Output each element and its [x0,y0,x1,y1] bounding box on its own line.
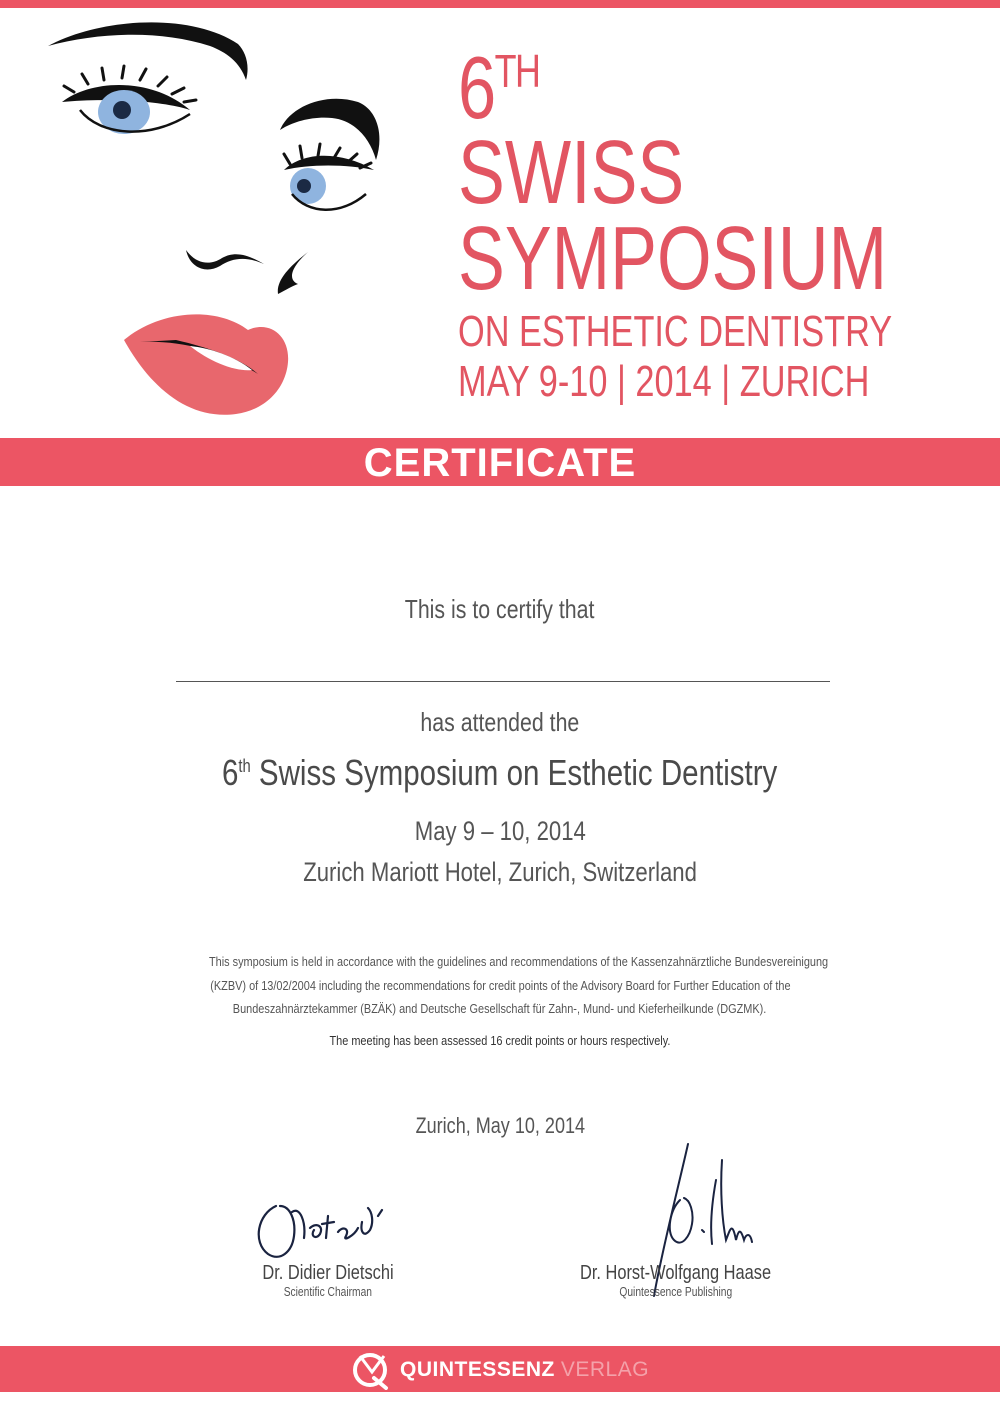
top-stripe [0,0,1000,8]
certify-text: This is to certify that [405,594,595,624]
fine-print [150,950,850,1052]
signatory-role-haase: Quintessence Publishing [619,1285,733,1299]
publisher-name: QUINTESSENZ [400,1358,555,1381]
certificate-title: CERTIFICATE [363,441,637,485]
left-eye-icon [62,66,196,134]
event-venue: Zurich Mariott Hotel, Zurich, Switzerland [303,857,697,887]
right-eyebrow-icon [280,99,379,160]
face-illustration-icon [40,10,440,430]
fine-print-line-3: Bundeszahnärztekammer (BZÄK) and Deutsche Gesellschaft für Zahn-, Mund- und Kieferheilkunde (DGZMK). [233,1001,767,1016]
headline-ordinal-suffix: TH [494,45,540,97]
symposium-headline [458,38,998,406]
publisher-suffix: VERLAG [560,1358,650,1381]
headline-symposium: SYMPOSIUM [458,209,888,309]
certificate-band [0,438,1000,486]
headline-ordinal: 6TH [458,38,540,137]
right-eye-icon [284,144,374,210]
nose-icon [186,250,264,269]
publisher-logo [350,1350,649,1390]
event-dates: May 9 – 10, 2014 [414,816,586,846]
signatory-role-dietschi: Scientific Chairman [283,1285,373,1299]
lips-icon [124,314,288,414]
event-ordinal: 6 [222,752,239,793]
event-name [100,752,900,794]
fine-print-line-2: (KZBV) of 13/02/2004 including the recommendations for credit points of the Advisory Board for Further Education of the [209,977,791,993]
attended-text: has attended the [420,707,580,737]
recipient-name-line [176,681,830,682]
event-title: Swiss Symposium on Esthetic Dentistry [259,752,778,793]
signatory-name-haase: Dr. Horst-Wolfgang Haase [580,1262,772,1284]
signatory-haase [516,1262,836,1299]
event-ordinal-suffix: th [238,756,252,776]
signature-dietschi [246,1192,426,1264]
signatory-dietschi [168,1262,488,1299]
fine-print-line-1: This symposium is held in accordance with the guidelines and recommendations of the Kassenzahnärztliche Bundesvereinigung [208,954,829,969]
issued-place-date: Zurich, May 10, 2014 [415,1113,585,1138]
bottom-margin [0,1392,1000,1424]
left-eyebrow-icon [48,22,248,80]
headline-subject: ON ESTHETIC DENTISTRY [458,307,893,356]
headline-swiss: SWISS [458,123,685,223]
headline-date-place: MAY 9-10 | 2014 | ZURICH [458,357,870,406]
quintessenz-q-logo-icon [350,1350,394,1390]
credit-points-text: The meeting has been assessed 16 credit points or hours respectively. [329,1032,671,1048]
signatory-name-dietschi: Dr. Didier Dietschi [262,1262,394,1284]
